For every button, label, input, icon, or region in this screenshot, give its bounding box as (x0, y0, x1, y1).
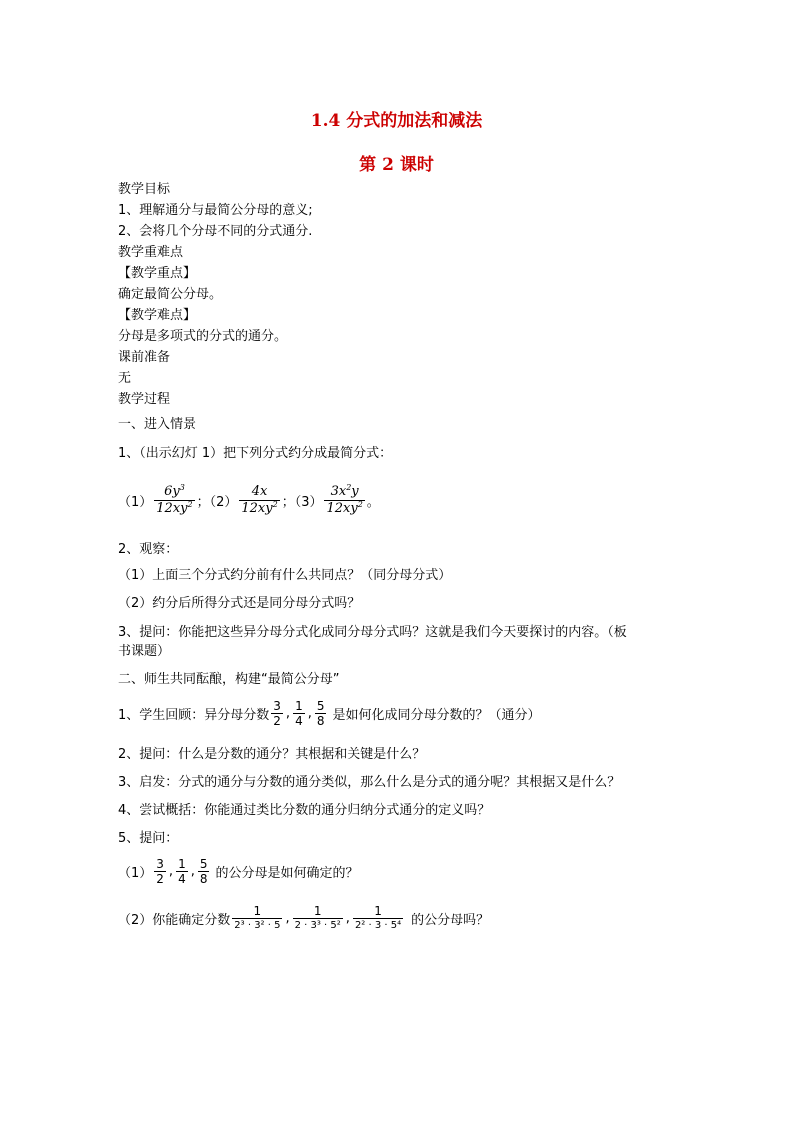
fraction: $\frac{3x^2y}{12xy^2}$ (326, 483, 363, 516)
text-line: 二、师生共同酝酿，构建“最简公分母” (118, 672, 340, 687)
fraction: $\frac{1}{\text{2² · 3 · 5⁴}}$ (354, 904, 402, 931)
text-line: （1）上面三个分式约分前有什么共同点？（同分母分式） (118, 568, 452, 583)
text-line: 【教学难点】 (118, 308, 197, 323)
text: （2）你能确定分数 (118, 912, 231, 928)
text: 是如何化成同分母分数的？（通分） (332, 708, 541, 723)
text-line: 5、提问： (118, 831, 179, 846)
text-line: 2、提问：什么是分数的通分？其根据和关键是什么？ (118, 747, 426, 762)
text-line: 分母是多项式的分式的通分。 (118, 329, 288, 344)
text-line: 1、理解通分与最简公分母的意义; (118, 203, 313, 218)
text-line: 书课题） (118, 644, 171, 659)
fraction: $\frac{1}{4}$ (295, 699, 303, 728)
recall-line: 1、学生回顾：异分母分数 $\frac{3}{2}$ , $\frac{1}{4}$ , $\frac{5}{8}$ 是如何化成同分母分数的？（通分） (118, 699, 541, 728)
text-line: 无 (118, 371, 132, 386)
text-line: 【教学重点】 (118, 266, 197, 281)
fraction: $\frac{4x}{12xy^2}$ (241, 484, 278, 516)
text-line: （2）约分后所得分式还是同分母分式吗？ (118, 596, 361, 611)
question-line: （1） $\frac{3}{2}$ , $\frac{1}{4}$ , $\frac{5}{8}$ 的公分母是如何确定的？ (118, 857, 359, 886)
text: 的公分母是如何确定的？ (215, 866, 359, 881)
page-title: 1.4 分式的加法和减法 (310, 111, 483, 131)
text-line: 教学过程 (118, 392, 171, 407)
period: 。 (366, 495, 380, 510)
fraction: $\frac{5}{8}$ (199, 857, 208, 886)
fraction-exercise-line (118, 484, 380, 517)
fraction: $\frac{1}{\text{2³ · 3² · 5}}$ (234, 904, 281, 931)
fraction: $\frac{1}{4}$ (178, 857, 186, 886)
page-subtitle: 第 2 课时 (359, 155, 434, 175)
fraction: $\frac{3}{2}$ (273, 699, 281, 728)
separator: ；（3） (281, 495, 323, 510)
label: （1） (118, 495, 153, 510)
text: 1、学生回顾：异分母分数 (118, 708, 270, 723)
text-line: 4、尝试概括：你能通过类比分数的通分归纳分式通分的定义吗？ (118, 803, 491, 818)
text-line: 确定最简公分母。 (118, 287, 223, 302)
text-line: 教学目标 (118, 182, 171, 197)
question-line: （2）你能确定分数 $\frac{1}{\text{2³ · 3² · 5}}$ , $\frac{1}{\text{2 · 3³ · 5²}}$ , $\frac{1}{\text{2² · 3 · 5⁴}}$ 的公分母吗？ (118, 904, 490, 931)
fraction: $\frac{6y^3}{12xy^2}$ (156, 483, 193, 516)
text-line: 一、进入情景 (118, 417, 197, 432)
separator: ；（2） (196, 495, 238, 510)
fraction: $\frac{5}{8}$ (316, 699, 325, 728)
text: 的公分母吗？ (411, 912, 490, 928)
text-line: 3、启发：分式的通分与分数的通分类似，那么什么是分式的通分呢？其根据又是什么？ (118, 775, 621, 790)
text-line: 3、提问：你能把这些异分母分式化成同分母分式吗？这就是我们今天要探讨的内容。（板 (118, 625, 627, 640)
text-line: 课前准备 (118, 350, 171, 365)
text-line: 1、（出示幻灯 1）把下列分式约分成最简分式： (118, 446, 393, 461)
text-line: 教学重难点 (118, 245, 184, 260)
text: （1） (118, 866, 153, 881)
text-line: 2、会将几个分母不同的分式通分. (118, 224, 313, 239)
fraction: $\frac{1}{\text{2 · 3³ · 5²}}$ (294, 904, 341, 931)
text-line: 2、观察： (118, 542, 179, 557)
fraction: $\frac{3}{2}$ (156, 857, 164, 886)
